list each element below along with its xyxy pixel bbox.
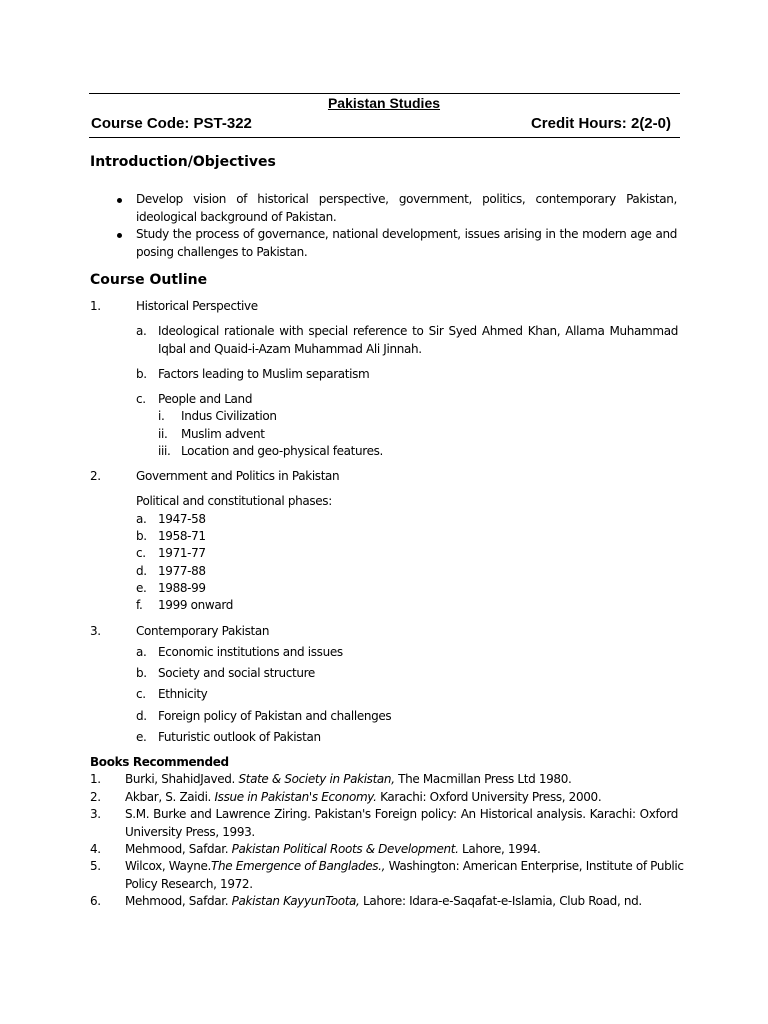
outline-item: Ethnicity [158, 687, 208, 701]
book-author: Akbar, S. Zaidi. [125, 790, 212, 804]
item-marker: d. [136, 709, 147, 723]
outline-item: Futuristic outlook of Pakistan [158, 730, 321, 744]
book-number: 6. [90, 894, 101, 908]
item-marker: c. [136, 546, 146, 560]
section-title: Government and Politics in Pakistan [136, 469, 340, 483]
book-title: The Emergence of Banglades., [211, 859, 386, 873]
item-marker: a. [136, 645, 147, 659]
outline-item: Factors leading to Muslim separatism [158, 367, 370, 381]
section-title: Historical Perspective [136, 299, 258, 313]
outline-item: Economic institutions and issues [158, 645, 343, 659]
intro-bullet-1-line-1: Develop vision of historical perspective, government, politics, contemporary Pakistan, [136, 192, 677, 206]
outline-heading: Course Outline [90, 272, 208, 288]
item-marker: b. [136, 367, 147, 381]
book-number: 1. [90, 772, 101, 786]
item-marker: a. [136, 512, 147, 526]
outline-item-line-1: Ideological rationale with special reference to Sir Syed Ahmed Khan, Allama Muhammad [158, 324, 678, 338]
item-marker: b. [136, 666, 147, 680]
section-title: Contemporary Pakistan [136, 624, 270, 638]
book-entry [125, 790, 601, 804]
book-publisher: Karachi: Oxford University Press, 2000. [380, 790, 602, 804]
book-title: Pakistan Political Roots & Development. [231, 842, 459, 856]
intro-heading: Introduction/Objectives [90, 154, 276, 170]
outline-item: 1947-58 [158, 512, 206, 526]
page-title: Pakistan Studies [327, 95, 441, 111]
section-number: 2. [90, 469, 101, 483]
book-publisher: The Macmillan Press Ltd 1980. [398, 772, 572, 786]
item-marker: c. [136, 687, 146, 701]
outline-item-line-2: Iqbal and Quaid-i-Azam Muhammad Ali Jinnah. [158, 342, 422, 356]
book-title: Issue in Pakistan's Economy. [214, 790, 377, 804]
sub-item: Indus Civilization [181, 409, 277, 423]
item-marker: e. [136, 730, 147, 744]
bullet-icon [117, 198, 122, 203]
book-title: Pakistan KayyunToota, [231, 894, 360, 908]
outline-item: 1958-71 [158, 529, 206, 543]
book-title: State & Society in Pakistan, [238, 772, 395, 786]
outline-item: 1971-77 [158, 546, 206, 560]
book-author: Mehmood, Safdar. [125, 894, 229, 908]
book-author: Wilcox, Wayne. [125, 859, 212, 873]
section-number: 3. [90, 624, 101, 638]
outline-item: People and Land [158, 392, 253, 406]
book-entry [125, 859, 684, 873]
sub-item: Muslim advent [181, 427, 265, 441]
book-number: 2. [90, 790, 101, 804]
outline-item: 1988-99 [158, 581, 206, 595]
intro-bullet-2-line-2: posing challenges to Pakistan. [136, 245, 308, 259]
intro-bullet-1-line-2: ideological background of Pakistan. [136, 210, 337, 224]
book-publisher: Washington: American Enterprise, Institute of Public [388, 859, 684, 873]
sub-item-marker: iii. [158, 444, 171, 458]
item-marker: c. [136, 392, 146, 406]
item-marker: d. [136, 564, 147, 578]
item-marker: e. [136, 581, 147, 595]
course-code: Course Code: PST-322 [91, 115, 252, 132]
outline-item: 1999 onward [158, 598, 233, 612]
book-entry-line-2: Policy Research, 1972. [125, 877, 253, 891]
sub-item-marker: ii. [158, 427, 168, 441]
book-author: Mehmood, Safdar. [125, 842, 229, 856]
top-rule [89, 93, 680, 94]
book-author: Burki, ShahidJaved. [125, 772, 235, 786]
credit-hours: Credit Hours: 2(2-0) [530, 115, 671, 132]
sub-item-marker: i. [158, 409, 165, 423]
outline-item: Society and social structure [158, 666, 315, 680]
book-publisher: Lahore: Idara-e-Saqafat-e-Islamia, Club Road, nd. [363, 894, 642, 908]
book-entry-line-2: University Press, 1993. [125, 825, 255, 839]
header-rule [89, 137, 680, 138]
book-number: 5. [90, 859, 101, 873]
book-entry-line-1: S.M. Burke and Lawrence Ziring. Pakistan's Foreign policy: An Historical analysis. Karachi: Oxford [125, 807, 678, 821]
section-intro: Political and constitutional phases: [136, 494, 332, 508]
outline-item: Foreign policy of Pakistan and challenges [158, 709, 392, 723]
intro-bullet-2-line-1: Study the process of governance, national development, issues arising in the modern age and [136, 227, 677, 241]
book-number: 4. [90, 842, 101, 856]
item-marker: f. [136, 598, 143, 612]
outline-item: 1977-88 [158, 564, 206, 578]
book-entry [125, 772, 571, 786]
book-number: 3. [90, 807, 101, 821]
bullet-icon [117, 233, 122, 238]
book-entry [125, 842, 541, 856]
book-entry [125, 894, 642, 908]
books-heading: Books Recommended [90, 755, 229, 769]
sub-item: Location and geo-physical features. [181, 444, 384, 458]
book-publisher: Lahore, 1994. [462, 842, 541, 856]
section-number: 1. [90, 299, 101, 313]
item-marker: b. [136, 529, 147, 543]
item-marker: a. [136, 324, 147, 338]
